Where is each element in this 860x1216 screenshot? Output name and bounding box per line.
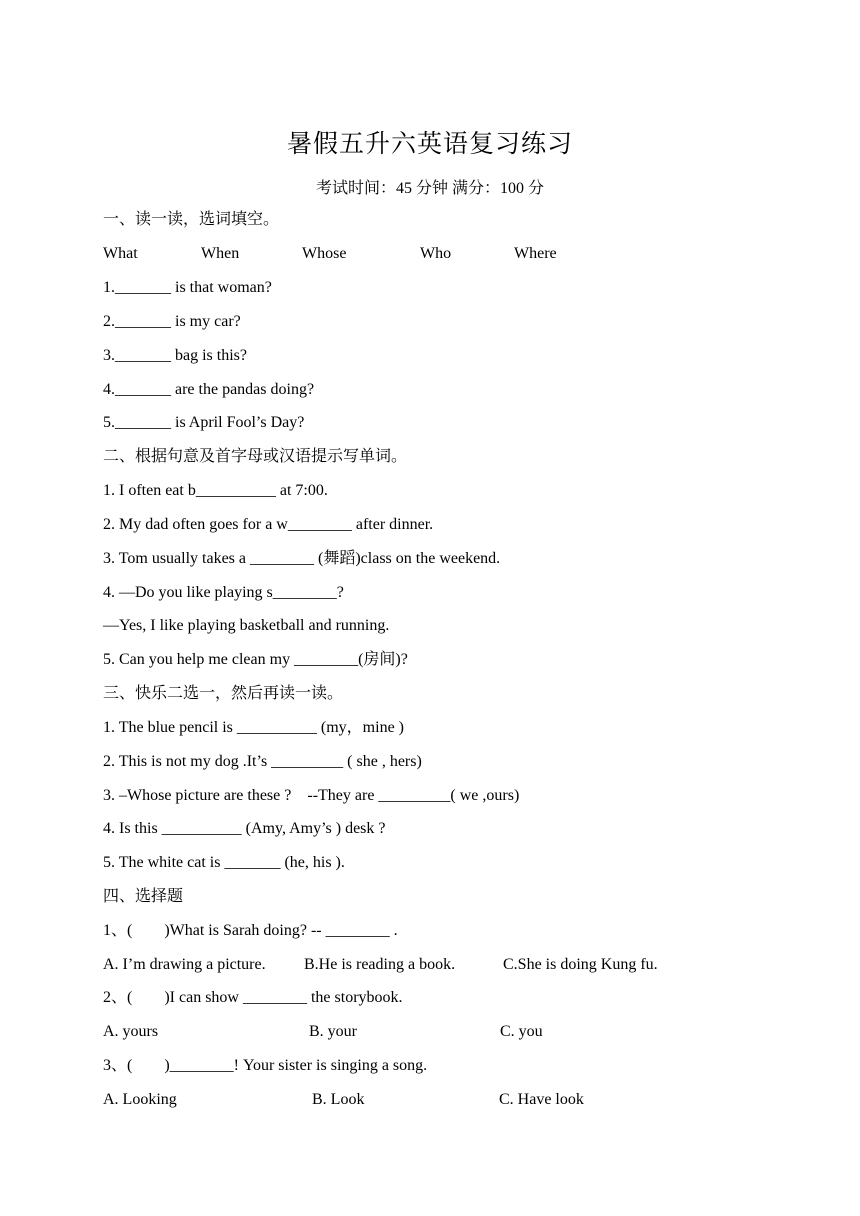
page-title: 暑假五升六英语复习练习 <box>286 131 573 158</box>
choice-option: B.He is reading a book. <box>304 956 456 973</box>
exam-info: 考试时间：45 分钟 满分：100 分 <box>315 180 544 197</box>
word-bank-item: Whose <box>302 245 347 262</box>
choice-option: A. yours <box>103 1023 159 1040</box>
choice-option: B. Look <box>312 1091 365 1108</box>
question-item: 2. My dad often goes for a w________ after dinner. <box>103 516 434 533</box>
word-bank-item: Who <box>420 245 452 262</box>
choice-question-stem: 3、( )________! Your sister is singing a song. <box>103 1057 428 1074</box>
question-item: 5. The white cat is _______ (he, his ). <box>103 854 345 871</box>
question-item: 3. Tom usually takes a ________ (舞蹈)class on the weekend. <box>103 550 501 567</box>
section3-heading: 三、快乐二选一，然后再读一读。 <box>103 685 344 702</box>
question-item: 2._______ is my car? <box>103 313 241 330</box>
question-item: 1._______ is that woman? <box>103 279 272 296</box>
word-bank-item: When <box>201 245 240 262</box>
choice-option: C. Have look <box>499 1091 584 1108</box>
choice-option: A. Looking <box>103 1091 177 1108</box>
question-item: 5._______ is April Fool’s Day? <box>103 414 305 431</box>
question-item: 4. Is this __________ (Amy, Amy’s ) desk ? <box>103 820 386 837</box>
choice-question-stem: 2、( )I can show ________ the storybook. <box>103 989 403 1006</box>
answer-line: —Yes, I like playing basketball and running. <box>103 617 390 634</box>
section2-heading: 二、根据句意及首字母或汉语提示写单词。 <box>103 448 408 465</box>
word-bank-item: What <box>103 245 138 262</box>
question-item: 1. I often eat b__________ at 7:00. <box>103 482 328 499</box>
section4-heading: 四、选择题 <box>103 888 184 905</box>
choice-option: B. your <box>309 1023 357 1040</box>
choice-option: C. you <box>500 1023 543 1040</box>
question-item: 3._______ bag is this? <box>103 347 247 364</box>
choice-question-stem: 1、( )What is Sarah doing? -- ________ . <box>103 922 398 939</box>
choice-option: A. I’m drawing a picture. <box>103 956 266 973</box>
question-item: 3. –Whose picture are these ? --They are _________( we ,ours) <box>103 787 520 804</box>
question-item: 4. —Do you like playing s________? <box>103 584 344 601</box>
question-item: 4._______ are the pandas doing? <box>103 381 315 398</box>
question-item: 1. The blue pencil is __________ (my，mine ) <box>103 719 404 736</box>
question-item: 5. Can you help me clean my ________(房间)? <box>103 651 408 668</box>
word-bank-item: Where <box>514 245 557 262</box>
question-item: 2. This is not my dog .It’s _________ ( she , hers) <box>103 753 422 770</box>
section1-heading: 一、读一读，选词填空。 <box>103 211 280 228</box>
choice-option: C.She is doing Kung fu. <box>503 956 658 973</box>
